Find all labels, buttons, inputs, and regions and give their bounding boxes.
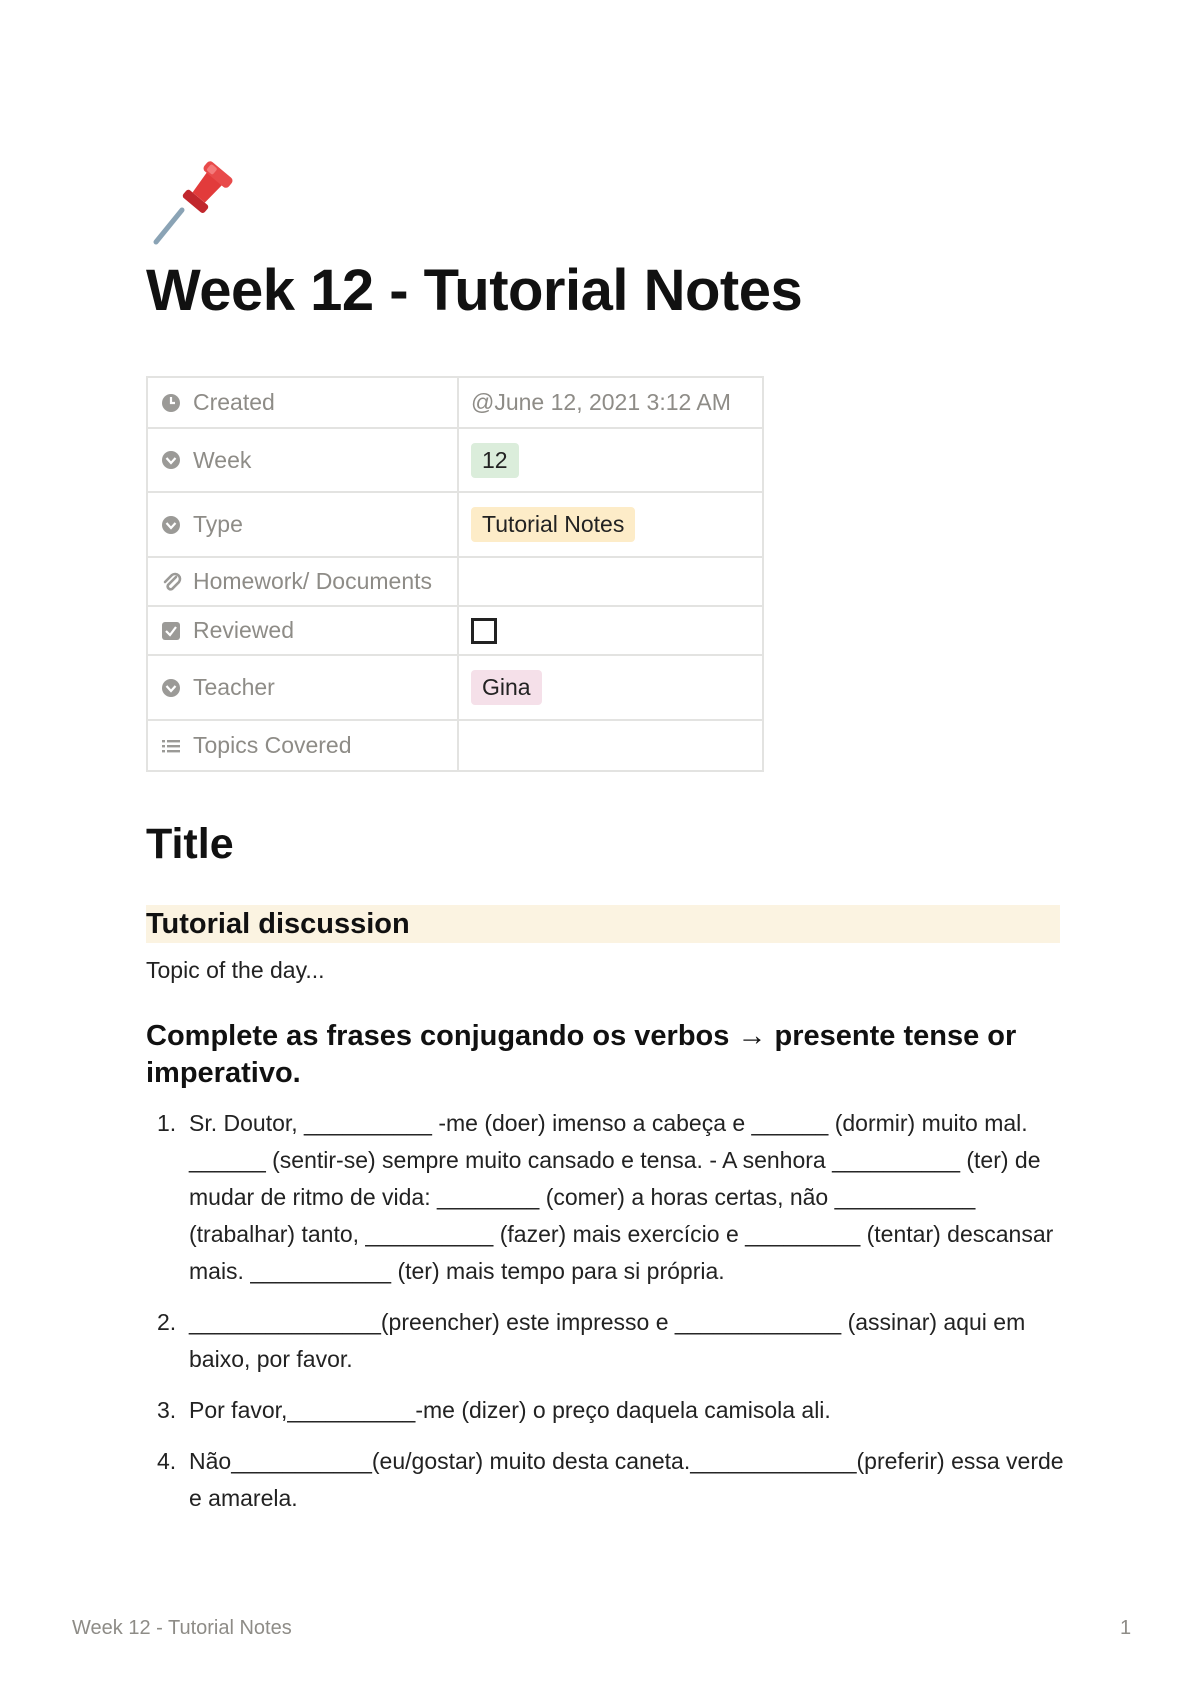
- list-number: 1.: [157, 1110, 177, 1136]
- property-label: Week: [193, 446, 252, 473]
- teacher-tag: Gina: [471, 670, 542, 705]
- property-value-homework[interactable]: [458, 557, 763, 606]
- property-label: Type: [193, 511, 243, 537]
- exercise-heading: Complete as frases conjugando os verbos → presente tense or imperativo.: [146, 1020, 1017, 1089]
- property-value-week[interactable]: [458, 428, 763, 492]
- property-row-type: [147, 492, 763, 557]
- select-icon: [160, 514, 182, 536]
- property-value-teacher[interactable]: [458, 655, 763, 720]
- property-label: Created: [193, 389, 275, 415]
- list-item-text: Não___________(eu/gostar) muito desta caneta._____________(preferir) essa verde e amarela.: [189, 1448, 1064, 1511]
- list-number: 3.: [157, 1397, 177, 1423]
- list-item-text: Por favor,__________-me (dizer) o preço daquela camisola ali.: [189, 1397, 831, 1423]
- heading-title: Title: [146, 820, 234, 868]
- list-item-text: Sr. Doutor, __________ -me (doer) imenso a cabeça e ______ (dormir) muito mal. ______ (sentir-se) sempre muito cansado e tensa. - A senhora __________ (ter) de mudar de ritmo de vida: ________ (comer) a horas certas, não ___________ (trabalhar) tanto, __________ (fazer) mais exercício e _________ (tentar) descansar mais. ___________ (ter) mais tempo para si própria.: [189, 1110, 1054, 1284]
- property-row-week: [147, 428, 763, 492]
- list-item-text: _______________(preencher) este impresso e _____________ (assinar) aqui em baixo, por favor.: [189, 1309, 1026, 1372]
- exercise-list: [146, 1105, 1066, 1531]
- list-icon: [160, 735, 182, 757]
- property-value-topics[interactable]: [458, 720, 763, 771]
- property-label: Teacher: [193, 674, 275, 700]
- heading-tutorial-discussion: Tutorial discussion: [146, 908, 410, 940]
- list-item: [146, 1443, 1066, 1517]
- paperclip-icon: [160, 571, 182, 593]
- property-value-reviewed[interactable]: [458, 606, 763, 655]
- property-label: Reviewed: [193, 617, 294, 643]
- property-value-created[interactable]: [458, 377, 763, 428]
- page-title: Week 12 - Tutorial Notes: [146, 258, 803, 323]
- list-item: [146, 1392, 1066, 1429]
- select-icon: [160, 449, 182, 471]
- footer-page-number: 1: [1120, 1617, 1132, 1639]
- property-label: Homework/ Documents: [193, 568, 433, 594]
- list-item: [146, 1105, 1066, 1290]
- properties-table: [146, 376, 764, 772]
- list-number: 4.: [157, 1448, 177, 1474]
- footer-title: Week 12 - Tutorial Notes: [72, 1617, 292, 1639]
- select-icon: [160, 677, 182, 699]
- topic-paragraph: Topic of the day...: [146, 957, 325, 983]
- type-tag: Tutorial Notes: [471, 507, 635, 542]
- list-number: 2.: [157, 1309, 177, 1335]
- list-item: [146, 1304, 1066, 1378]
- property-value-type[interactable]: [458, 492, 763, 557]
- week-tag: 12: [471, 443, 519, 478]
- reviewed-checkbox[interactable]: [471, 618, 497, 644]
- property-row-homework: [147, 557, 763, 606]
- checkbox-icon: [160, 620, 182, 642]
- property-label: Topics Covered: [193, 732, 352, 758]
- property-row-topics: [147, 720, 763, 771]
- created-date: @June 12, 2021 3:12 AM: [471, 389, 731, 415]
- clock-icon: [160, 392, 182, 414]
- property-row-teacher: [147, 655, 763, 720]
- property-row-reviewed: [147, 606, 763, 655]
- pushpin-icon: [148, 158, 238, 248]
- property-row-created: [147, 377, 763, 428]
